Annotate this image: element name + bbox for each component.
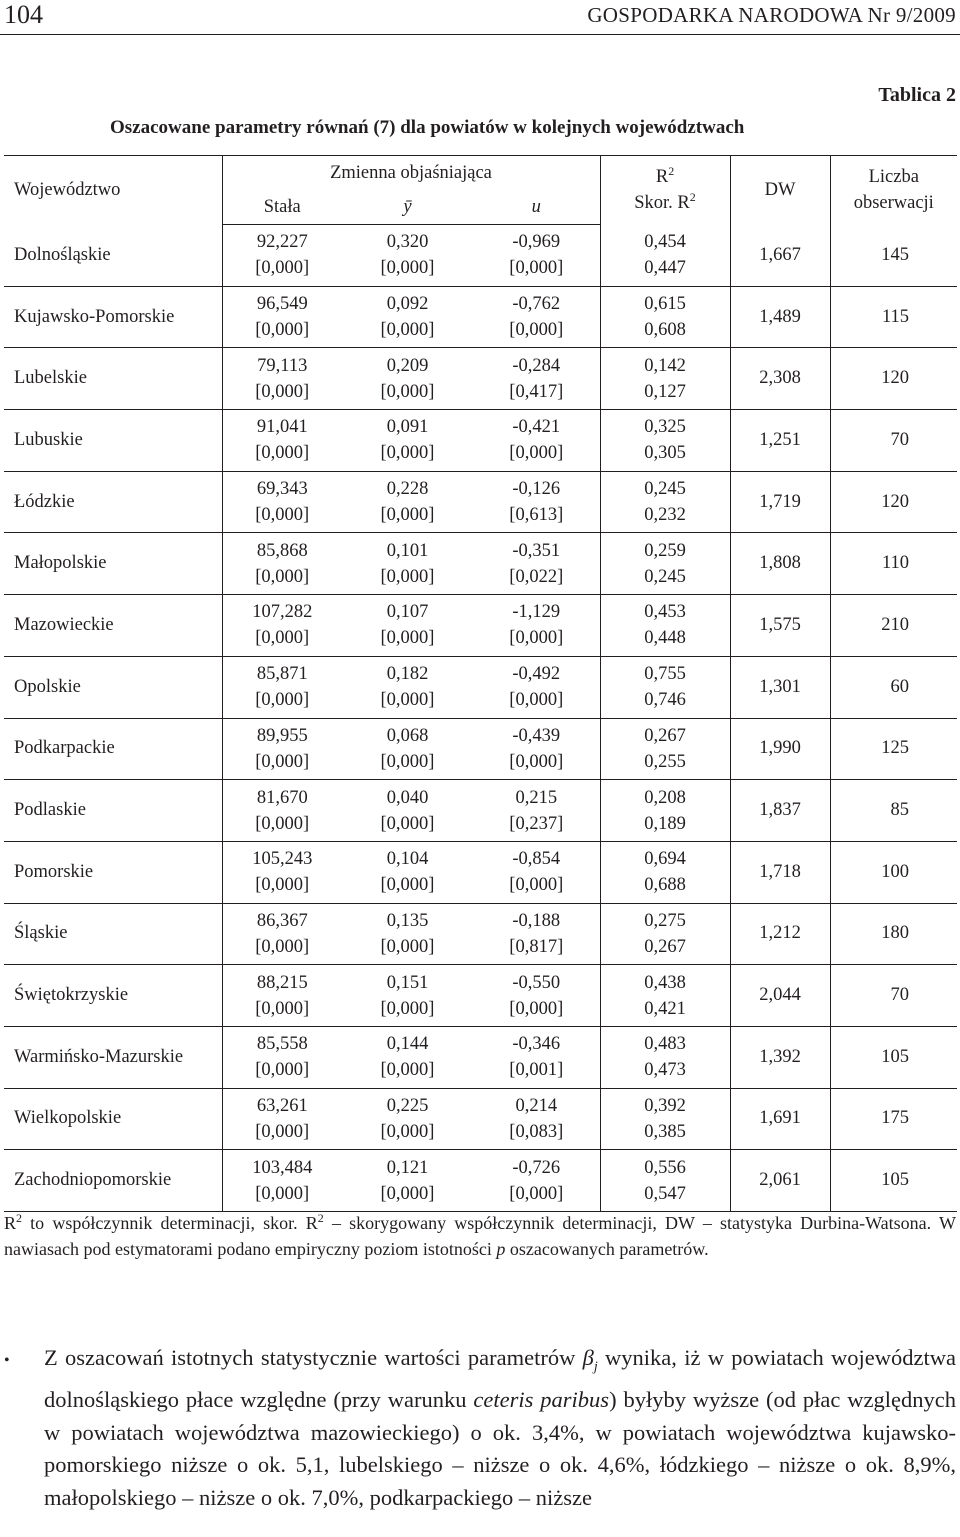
table-row: [4, 656, 957, 718]
dw-cell: 1,212: [730, 903, 830, 965]
constant-cell: 88,215 [0,000]: [222, 965, 342, 1027]
ybar-cell: 0,144 [0,000]: [342, 1026, 473, 1088]
voivodeship-name: Opolskie: [4, 656, 222, 718]
ybar-cell: 0,182 [0,000]: [342, 656, 473, 718]
ybar-cell: 0,151 [0,000]: [342, 965, 473, 1027]
table-row: [4, 225, 957, 287]
observations-cell: 70: [830, 965, 957, 1027]
r2-cell: 0,392 0,385: [600, 1088, 730, 1150]
observations-cell: 85: [830, 780, 957, 842]
observations-cell: 105: [830, 1026, 957, 1088]
dw-cell: 1,808: [730, 533, 830, 595]
voivodeship-name: Dolnośląskie: [4, 225, 222, 287]
header-r2: $R^2$ Skor. $R^2$: [600, 156, 730, 225]
r2-cell: 0,615 0,608: [600, 286, 730, 348]
u-cell: -1,129 [0,000]: [473, 595, 600, 657]
ybar-cell: 0,104 [0,000]: [342, 841, 473, 903]
header-explanatory-variable: Zmienna objaśniająca: [222, 156, 600, 191]
ybar-cell: 0,225 [0,000]: [342, 1088, 473, 1150]
bullet-marker: •: [4, 1352, 10, 1369]
voivodeship-name: Śląskie: [4, 903, 222, 965]
constant-cell: 105,243 [0,000]: [222, 841, 342, 903]
u-cell: -0,550 [0,000]: [473, 965, 600, 1027]
header-rule: [0, 34, 960, 35]
dw-cell: 1,489: [730, 286, 830, 348]
dw-cell: 2,061: [730, 1150, 830, 1212]
voivodeship-name: Łódzkie: [4, 471, 222, 533]
observations-cell: 210: [830, 595, 957, 657]
u-cell: -0,188 [0,817]: [473, 903, 600, 965]
r2-cell: 0,208 0,189: [600, 780, 730, 842]
constant-cell: 69,343 [0,000]: [222, 471, 342, 533]
constant-cell: 96,549 [0,000]: [222, 286, 342, 348]
r2-cell: 0,694 0,688: [600, 841, 730, 903]
voivodeship-name: Lubuskie: [4, 410, 222, 472]
r2-cell: 0,275 0,267: [600, 903, 730, 965]
page-header: [0, 0, 960, 34]
constant-cell: 85,558 [0,000]: [222, 1026, 342, 1088]
dw-cell: 1,718: [730, 841, 830, 903]
header-u: u: [473, 190, 600, 225]
observations-cell: 100: [830, 841, 957, 903]
observations-cell: 145: [830, 225, 957, 287]
u-cell: -0,439 [0,000]: [473, 718, 600, 780]
r2-cell: 0,245 0,232: [600, 471, 730, 533]
constant-cell: 85,868 [0,000]: [222, 533, 342, 595]
table-footnote: $R^2$ to współczynnik determinacji, skor. $R^2$ – skorygowany współczynnik determinacji, DW – statystyka Durbina-Watsona. W nawiasach pod estymatorami podano empiryczny poziom istotności p oszacowanych parametrów.: [4, 1211, 956, 1259]
table-row: [4, 841, 957, 903]
r2-cell: 0,325 0,305: [600, 410, 730, 472]
voivodeship-name: Lubelskie: [4, 348, 222, 410]
ybar-cell: 0,101 [0,000]: [342, 533, 473, 595]
table-label: Tablica 2: [878, 84, 956, 106]
dw-cell: 1,990: [730, 718, 830, 780]
ybar-cell: 0,121 [0,000]: [342, 1150, 473, 1212]
ybar-cell: 0,209 [0,000]: [342, 348, 473, 410]
observations-cell: 180: [830, 903, 957, 965]
r2-cell: 0,267 0,255: [600, 718, 730, 780]
u-cell: -0,492 [0,000]: [473, 656, 600, 718]
observations-cell: 125: [830, 718, 957, 780]
u-cell: -0,854 [0,000]: [473, 841, 600, 903]
dw-cell: 1,575: [730, 595, 830, 657]
table-row: [4, 1150, 957, 1212]
u-cell: 0,215 [0,237]: [473, 780, 600, 842]
ybar-cell: 0,091 [0,000]: [342, 410, 473, 472]
u-cell: -0,126 [0,613]: [473, 471, 600, 533]
table-row: [4, 965, 957, 1027]
dw-cell: 1,301: [730, 656, 830, 718]
constant-cell: 86,367 [0,000]: [222, 903, 342, 965]
r2-cell: 0,453 0,448: [600, 595, 730, 657]
constant-cell: 103,484 [0,000]: [222, 1150, 342, 1212]
page-number: 104: [4, 0, 43, 29]
dw-cell: 1,719: [730, 471, 830, 533]
observations-cell: 70: [830, 410, 957, 472]
u-cell: -0,346 [0,001]: [473, 1026, 600, 1088]
header-constant: Stała: [222, 190, 342, 225]
table-row: [4, 595, 957, 657]
voivodeship-name: Kujawsko-Pomorskie: [4, 286, 222, 348]
table-row: [4, 780, 957, 842]
r2-cell: 0,454 0,447: [600, 225, 730, 287]
r2-cell: 0,556 0,547: [600, 1150, 730, 1212]
ybar-cell: 0,107 [0,000]: [342, 595, 473, 657]
observations-cell: 175: [830, 1088, 957, 1150]
r2-cell: 0,259 0,245: [600, 533, 730, 595]
voivodeship-name: Wielkopolskie: [4, 1088, 222, 1150]
header-voivodeship: Województwo: [4, 156, 222, 225]
ybar-cell: 0,068 [0,000]: [342, 718, 473, 780]
dw-cell: 1,837: [730, 780, 830, 842]
table-row: [4, 533, 957, 595]
table-row: [4, 1026, 957, 1088]
r2-cell: 0,438 0,421: [600, 965, 730, 1027]
table-row: [4, 286, 957, 348]
observations-cell: 105: [830, 1150, 957, 1212]
ybar-cell: 0,092 [0,000]: [342, 286, 473, 348]
header-observations: Liczba obserwacji: [830, 156, 957, 225]
voivodeship-name: Podlaskie: [4, 780, 222, 842]
u-cell: -0,969 [0,000]: [473, 225, 600, 287]
table-row: [4, 471, 957, 533]
observations-cell: 110: [830, 533, 957, 595]
table-body: [4, 225, 957, 1212]
table-title: Oszacowane parametry równań (7) dla powiatów w kolejnych województwach: [110, 117, 745, 138]
voivodeship-name: Świętokrzyskie: [4, 965, 222, 1027]
constant-cell: 89,955 [0,000]: [222, 718, 342, 780]
r2-cell: 0,755 0,746: [600, 656, 730, 718]
dw-cell: 2,044: [730, 965, 830, 1027]
observations-cell: 115: [830, 286, 957, 348]
ybar-cell: 0,228 [0,000]: [342, 471, 473, 533]
voivodeship-name: Pomorskie: [4, 841, 222, 903]
voivodeship-name: Zachodniopomorskie: [4, 1150, 222, 1212]
r2-cell: 0,142 0,127: [600, 348, 730, 410]
u-cell: 0,214 [0,083]: [473, 1088, 600, 1150]
dw-cell: 1,392: [730, 1026, 830, 1088]
u-cell: -0,284 [0,417]: [473, 348, 600, 410]
table-row: [4, 410, 957, 472]
constant-cell: 63,261 [0,000]: [222, 1088, 342, 1150]
ybar-cell: 0,040 [0,000]: [342, 780, 473, 842]
r2-cell: 0,483 0,473: [600, 1026, 730, 1088]
ybar-cell: 0,135 [0,000]: [342, 903, 473, 965]
observations-cell: 120: [830, 471, 957, 533]
constant-cell: 107,282 [0,000]: [222, 595, 342, 657]
constant-cell: 91,041 [0,000]: [222, 410, 342, 472]
dw-cell: 1,691: [730, 1088, 830, 1150]
dw-cell: 1,667: [730, 225, 830, 287]
voivodeship-name: Podkarpackie: [4, 718, 222, 780]
constant-cell: 81,670 [0,000]: [222, 780, 342, 842]
voivodeship-name: Małopolskie: [4, 533, 222, 595]
header-ybar: ȳ: [342, 190, 473, 225]
u-cell: -0,726 [0,000]: [473, 1150, 600, 1212]
constant-cell: 85,871 [0,000]: [222, 656, 342, 718]
voivodeship-name: Mazowieckie: [4, 595, 222, 657]
ybar-cell: 0,320 [0,000]: [342, 225, 473, 287]
table-row: [4, 1088, 957, 1150]
table-row: [4, 903, 957, 965]
u-cell: -0,762 [0,000]: [473, 286, 600, 348]
journal-title: GOSPODARKA NARODOWA Nr 9/2009: [587, 3, 956, 27]
voivodeship-name: Warmińsko-Mazurskie: [4, 1026, 222, 1088]
observations-cell: 120: [830, 348, 957, 410]
header-dw: DW: [730, 156, 830, 225]
table-row: [4, 348, 957, 410]
dw-cell: 1,251: [730, 410, 830, 472]
body-paragraph: Z oszacowań istotnych statystycznie wartości parametrów $\beta_j$ wynika, iż w powiatach województwa dolnośląskiego płace względne (przy warunku ceteris paribus) byłyby wyższe (od płac względnych w powiatach województwa mazowieckiego) o ok. 3,4%, w powiatach województwa kujawsko-pomorskiego niższe o ok. 5,1, lubelskiego – niższe o ok. 4,6%, łódzkiego – niższe o ok. 8,9%, małopolskiego – niższe o ok. 7,0%, podkarpackiego – niższe: [44, 1345, 956, 1510]
table-row: [4, 718, 957, 780]
parameters-table: [4, 155, 957, 1212]
constant-cell: 92,227 [0,000]: [222, 225, 342, 287]
u-cell: -0,421 [0,000]: [473, 410, 600, 472]
u-cell: -0,351 [0,022]: [473, 533, 600, 595]
dw-cell: 2,308: [730, 348, 830, 410]
constant-cell: 79,113 [0,000]: [222, 348, 342, 410]
observations-cell: 60: [830, 656, 957, 718]
